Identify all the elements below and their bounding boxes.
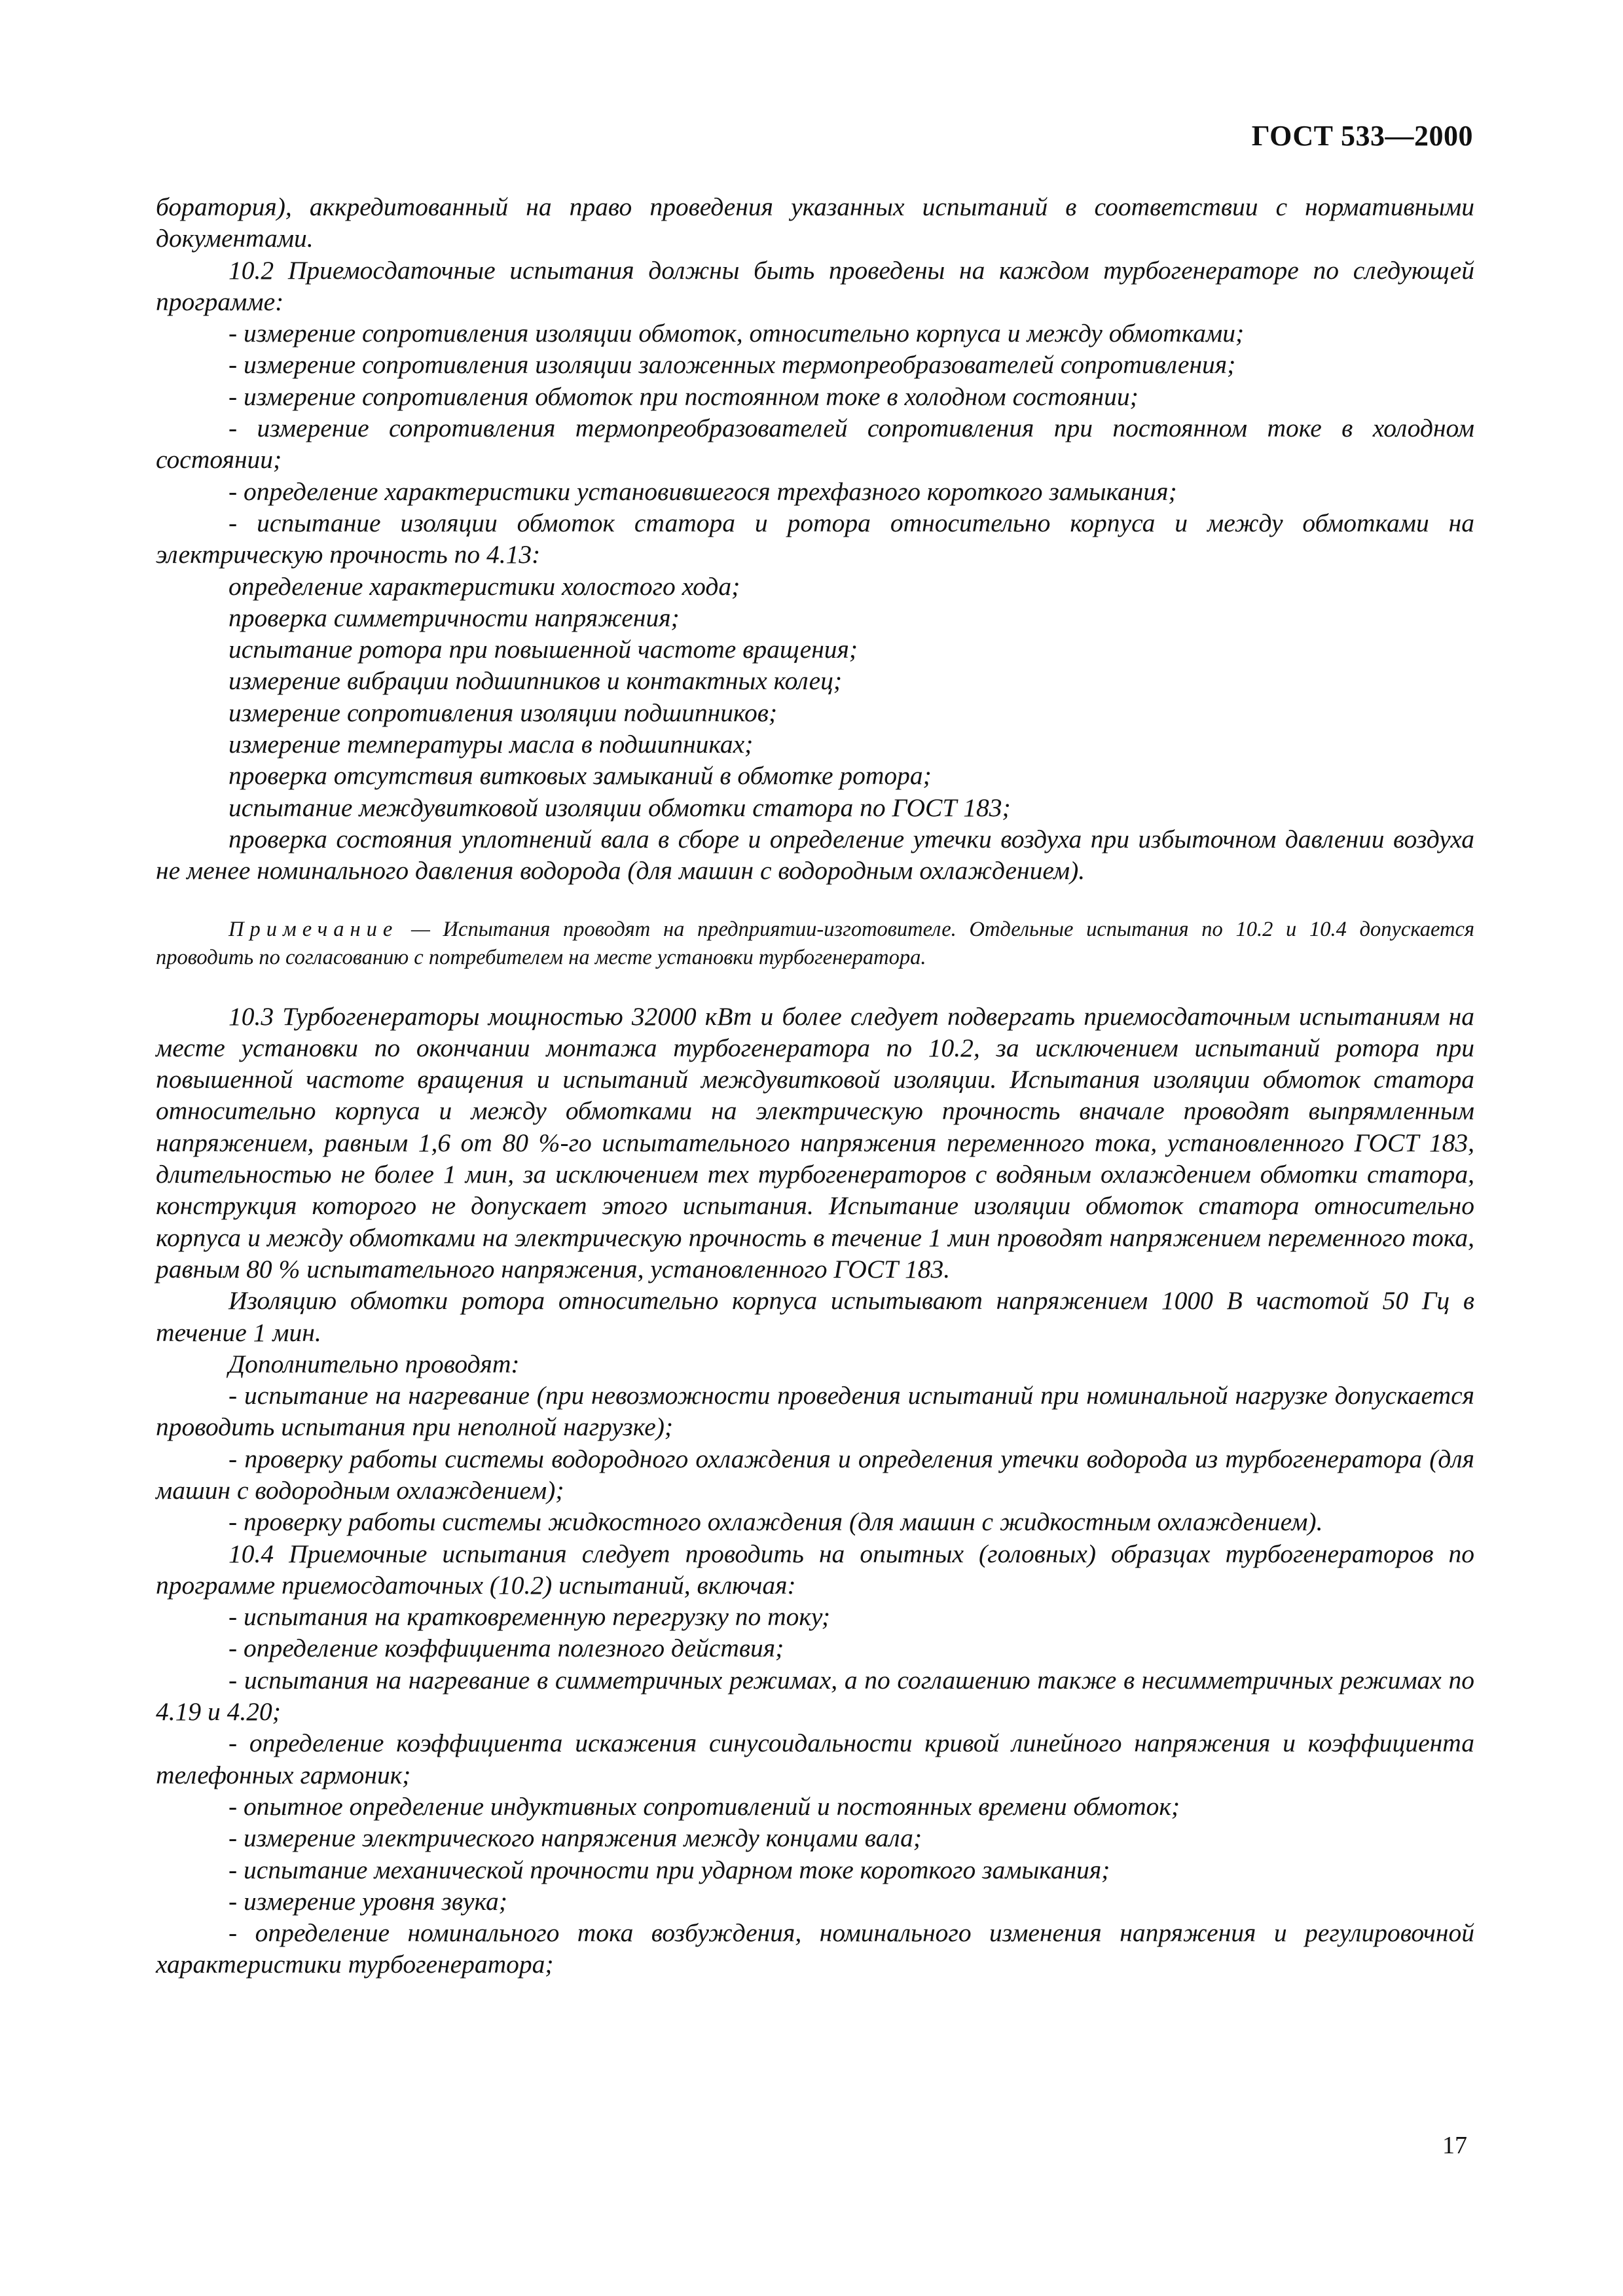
list-item: проверка отсутствия витковых замыканий в обмотке ротора;	[228, 761, 932, 791]
list-item: - испытание механической прочности при ударном токе короткого замыкания;	[228, 1855, 1110, 1884]
list-item: - испытание изоляции обмоток статора и ротора относительно корпуса и между обмотками на электрическую прочность по 4.13:	[156, 508, 1474, 569]
list-item: - измерение электрического напряжения между концами вала;	[228, 1823, 922, 1853]
document-id-header: ГОСТ 533—2000	[1251, 120, 1473, 152]
note-label: Примечание	[228, 917, 399, 941]
list-item: испытание междувитковой изоляции обмотки статора по ГОСТ 183;	[228, 793, 1011, 822]
page-number: 17	[1442, 2132, 1467, 2159]
section-10-4: 10.4 Приемочные испытания следует проводить на опытных (головных) образцах турбогенераторов по программе приемосдаточных (10.2) испытаний, включая:	[156, 1539, 1474, 1600]
list-item: - проверку работы системы водородного охлаждения и определения утечки водорода из турбогенератора (для машин с водородным охлаждением);	[156, 1444, 1474, 1505]
list-item: проверка состояния уплотнений вала в сборе и определение утечки воздуха при избыточном давлении воздуха не менее номинального давления водорода (для машин с водородным охлаждением).	[156, 824, 1474, 886]
list-item: - определение коэффициента полезного действия;	[228, 1634, 784, 1663]
list-item: - измерение сопротивления обмоток при постоянном токе в холодном состоянии;	[228, 382, 1139, 411]
list-item: измерение сопротивления изоляции подшипников;	[228, 698, 778, 727]
section-10-2: 10.2 Приемосдаточные испытания должны быть проведены на каждом турбогенераторе по следующей программе:	[156, 255, 1474, 316]
list-item: - определение номинального тока возбуждения, номинального изменения напряжения и регулировочной характеристики турбогенератора;	[156, 1918, 1474, 1979]
paragraph: боратория), аккредитованный на право проведения указанных испытаний в соответствии с нормативными документами.	[156, 192, 1474, 253]
list-item: - определение коэффициента искажения синусоидальности кривой линейного напряжения и коэффициента телефонных гармоник;	[156, 1729, 1474, 1789]
paragraph: Дополнительно проводят:	[228, 1349, 520, 1378]
list-item: - измерение сопротивления термопреобразователей сопротивления при постоянном токе в холодном состоянии;	[156, 414, 1474, 475]
list-item: - измерение сопротивления изоляции заложенных термопреобразователей сопротивления;	[228, 350, 1236, 380]
note-text: — Испытания проводят на предприятии-изготовителе. Отдельные испытания по 10.2 и 10.4 допускается проводить по согласованию с потребителем на месте установки турбогенератора.	[156, 917, 1474, 969]
list-item: - опытное определение индуктивных сопротивлений и постоянных времени обмоток;	[228, 1791, 1180, 1821]
list-item: измерение вибрации подшипников и контактных колец;	[228, 666, 843, 696]
list-item: - измерение уровня звука;	[228, 1886, 507, 1916]
list-item: - определение характеристики установившегося трехфазного короткого замыкания;	[228, 476, 1177, 506]
list-item: - испытания на нагревание в симметричных режимах, а по соглашению также в несимметричных режимах по 4.19 и 4.20;	[156, 1665, 1474, 1727]
list-item: проверка симметричности напряжения;	[228, 603, 680, 632]
list-item: определение характеристики холостого хода;	[228, 571, 740, 601]
list-item: - испытания на кратковременную перегрузку по току;	[228, 1602, 831, 1632]
note	[156, 916, 1474, 972]
list-item: - проверку работы системы жидкостного охлаждения (для машин с жидкостным охлаждением).	[228, 1507, 1323, 1537]
list-item: - испытание на нагревание (при невозможности проведения испытаний при номинальной нагрузке допускается проводить испытания при неполной нагрузке);	[156, 1381, 1474, 1442]
list-item: испытание ротора при повышенной частоте вращения;	[228, 635, 858, 664]
list-item: - измерение сопротивления изоляции обмоток, относительно корпуса и между обмотками;	[228, 319, 1245, 348]
note-block	[156, 916, 1474, 972]
list-item: измерение температуры масла в подшипниках;	[228, 730, 754, 759]
body-text	[156, 191, 1474, 1981]
section-10-3: 10.3 Турбогенераторы мощностью 32000 кВт и более следует подвергать приемосдаточным испытаниям на месте установки по окончании монтажа турбогенератора по 10.2, за исключением испытаний ротора при повышенной частоте вращения и испытаний междувитковой изоляции. Испытания изоляции обмоток статора относительно корпуса и между обмотками на электрическую прочность вначале проводят выпрямленным напряжением, равным 1,6 от 80 %-го испытательного напряжения переменного тока, установленного ГОСТ 183, длительностью не более 1 мин, за исключением тех турбогенераторов с водяным охлаждением обмотки статора, конструкция которого не допускает этого испытания. Испытание изоляции обмоток статора относительно корпуса и между обмотками на электрическую прочность в течение 1 мин проводят напряжением переменного тока, равным 80 % испытательного напряжения, установленного ГОСТ 183.	[156, 1001, 1474, 1283]
paragraph: Изоляцию обмотки ротора относительно корпуса испытывают напряжением 1000 В частотой 50 Гц в течение 1 мин.	[156, 1286, 1474, 1347]
